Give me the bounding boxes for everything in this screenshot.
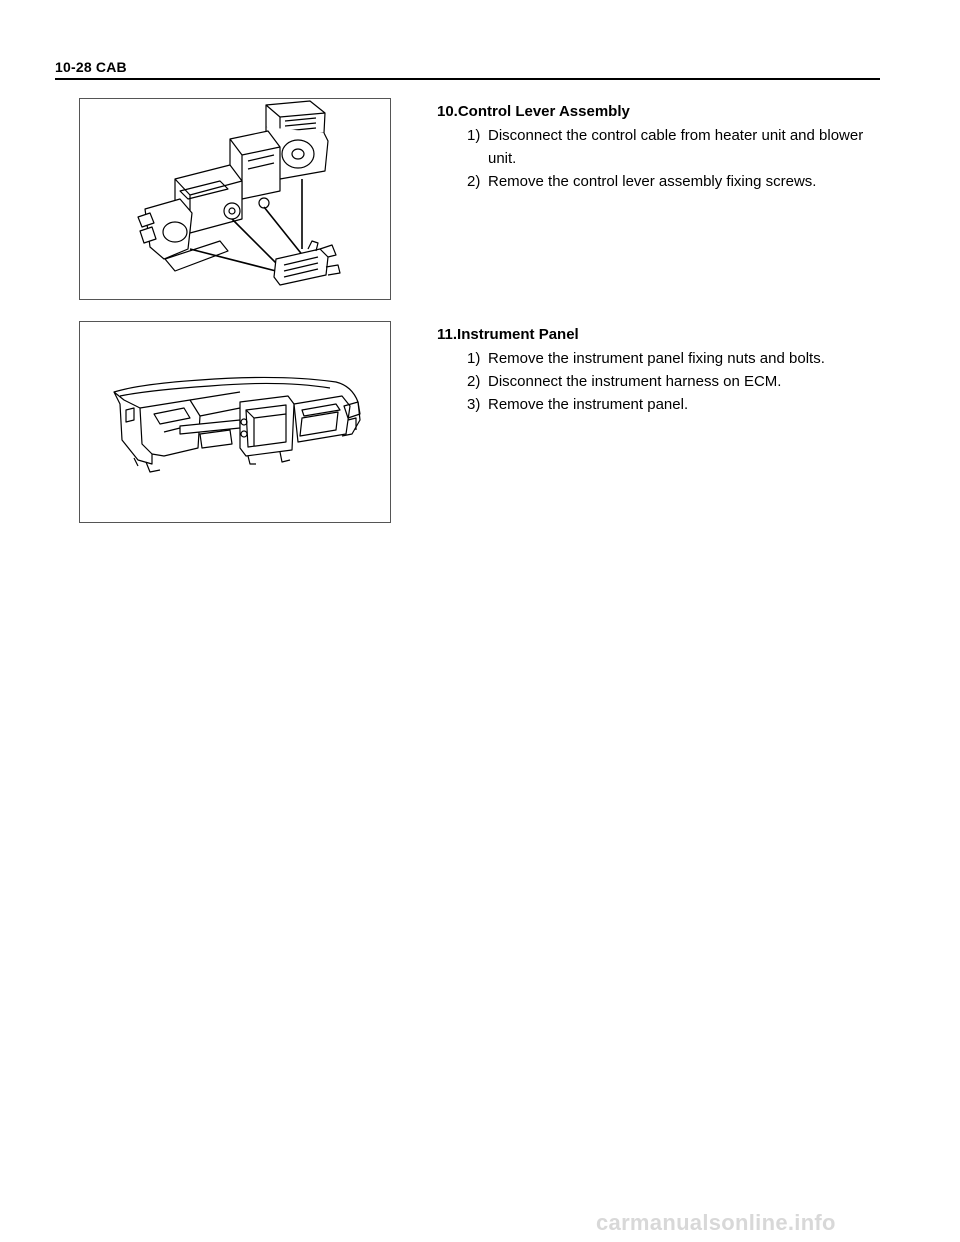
step-text: Remove the control lever assembly fixing screws. [488,173,817,190]
page-header [55,58,880,80]
control-lever-figure [79,98,391,300]
step-text-continued: unit. [488,150,517,167]
step-number: 1) [467,127,481,144]
watermark: carmanualsonline.info [596,1210,836,1235]
section-title-control-lever: 10.Control Lever Assembly [437,103,630,120]
step-text: Disconnect the instrument harness on ECM. [488,373,782,390]
step-number: 2) [467,373,481,390]
instrument-panel-figure [79,321,391,523]
step-text: Remove the instrument panel fixing nuts and bolts. [488,350,825,367]
step-number: 3) [467,396,481,413]
step-number: 2) [467,173,481,190]
section-title-instrument-panel: 11.Instrument Panel [437,326,579,343]
step-number: 1) [467,350,481,367]
step-text: Remove the instrument panel. [488,396,689,413]
heater-unit-illustration [80,99,390,299]
page-title: 10-28 CAB [55,59,127,75]
step-text: Disconnect the control cable from heater unit and blower [488,127,864,144]
instrument-panel-illustration [80,322,390,522]
